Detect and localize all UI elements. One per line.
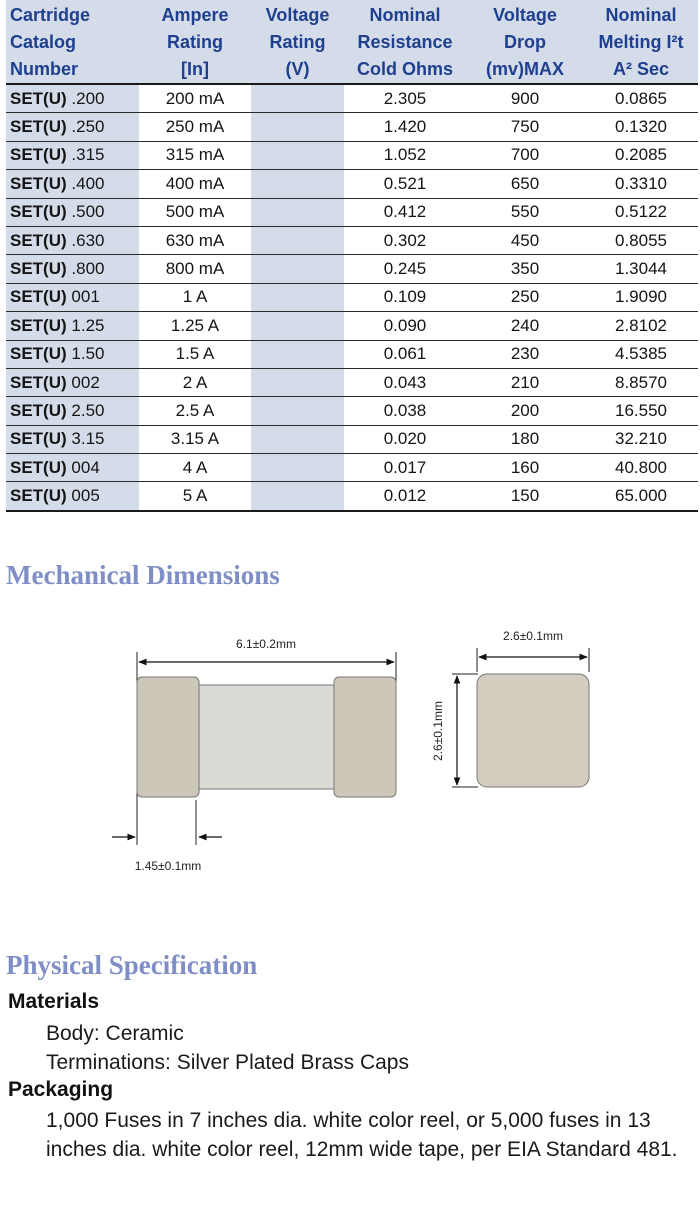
catalog-number-cell: [6, 255, 139, 283]
catalog-code: 004: [71, 457, 100, 477]
catalog-number-cell: [6, 84, 139, 113]
ampere-rating-cell: 3.15 A: [139, 425, 251, 453]
catalog-number-cell: [6, 340, 139, 368]
catalog-code: 001: [71, 287, 100, 307]
catalog-code: 3.15: [71, 429, 105, 449]
catalog-code: 002: [71, 372, 100, 392]
voltage-drop-cell: 650: [466, 170, 584, 198]
voltage-drop-cell: 180: [466, 425, 584, 453]
catalog-prefix: SET(U): [10, 88, 67, 108]
melting-i2t-cell: 40.800: [584, 454, 698, 482]
width-label: 2.6±0.1mm: [503, 629, 563, 643]
table-row: [6, 340, 698, 368]
catalog-code: .250: [71, 117, 105, 137]
table-row: [6, 84, 698, 113]
voltage-drop-cell: 240: [466, 312, 584, 340]
voltage-rating-cell: [251, 312, 344, 340]
catalog-prefix: SET(U): [10, 344, 67, 364]
table-header-row: [6, 0, 698, 84]
voltage-rating-cell: [251, 340, 344, 368]
voltage-drop-cell: 200: [466, 397, 584, 425]
catalog-number-cell: [6, 425, 139, 453]
voltage-rating-cell: [251, 397, 344, 425]
melting-i2t-cell: 0.1320: [584, 113, 698, 141]
ampere-rating-cell: 400 mA: [139, 170, 251, 198]
voltage-rating-cell: [251, 113, 344, 141]
melting-i2t-cell: 0.5122: [584, 198, 698, 226]
catalog-number-cell: [6, 226, 139, 254]
voltage-drop-cell: 450: [466, 226, 584, 254]
catalog-number-cell: [6, 368, 139, 396]
materials-heading: Materials: [8, 990, 100, 1013]
resistance-cell: 0.412: [344, 198, 466, 226]
voltage-rating-cell: [251, 198, 344, 226]
ampere-rating-cell: 1.5 A: [139, 340, 251, 368]
table-row: [6, 397, 698, 425]
melting-i2t-cell: 32.210: [584, 425, 698, 453]
voltage-drop-cell: 160: [466, 454, 584, 482]
mechanical-diagrams: [0, 600, 700, 900]
header-melting-i2t: Nominal Melting I²t A² Sec: [584, 0, 698, 84]
catalog-code: .800: [71, 259, 105, 279]
voltage-rating-cell: [251, 255, 344, 283]
voltage-drop-cell: 250: [466, 283, 584, 311]
ampere-rating-cell: 630 mA: [139, 226, 251, 254]
catalog-number-cell: [6, 141, 139, 169]
ampere-rating-cell: 800 mA: [139, 255, 251, 283]
length-label: 6.1±0.2mm: [236, 637, 296, 651]
melting-i2t-cell: 0.2085: [584, 141, 698, 169]
ampere-rating-cell: 500 mA: [139, 198, 251, 226]
catalog-code: .200: [71, 88, 105, 108]
catalog-prefix: SET(U): [10, 457, 67, 477]
header-voltage-drop: Voltage Drop (mv)MAX: [466, 0, 584, 84]
fuse-side-view: [112, 637, 396, 873]
voltage-rating-cell: [251, 84, 344, 113]
resistance-cell: 2.305: [344, 84, 466, 113]
resistance-cell: 0.245: [344, 255, 466, 283]
voltage-drop-cell: 210: [466, 368, 584, 396]
ampere-rating-cell: 200 mA: [139, 84, 251, 113]
cap-length-label: 1.45±0.1mm: [134, 859, 202, 873]
left-end-cap: [137, 677, 199, 797]
catalog-number-cell: [6, 397, 139, 425]
catalog-code: 1.25: [71, 315, 105, 335]
voltage-drop-cell: 550: [466, 198, 584, 226]
resistance-cell: 0.020: [344, 425, 466, 453]
voltage-rating-cell: [251, 368, 344, 396]
resistance-cell: 0.061: [344, 340, 466, 368]
right-end-cap: [334, 677, 396, 797]
catalog-prefix: SET(U): [10, 202, 67, 222]
ampere-rating-cell: 5 A: [139, 482, 251, 511]
melting-i2t-cell: 1.3044: [584, 255, 698, 283]
melting-i2t-cell: 2.8102: [584, 312, 698, 340]
ampere-rating-cell: 1 A: [139, 283, 251, 311]
table-body: [6, 84, 698, 511]
header-catalog-number: Cartridge Catalog Number: [6, 0, 139, 84]
table-row: [6, 141, 698, 169]
voltage-rating-cell: [251, 454, 344, 482]
resistance-cell: 0.017: [344, 454, 466, 482]
voltage-rating-cell: [251, 226, 344, 254]
catalog-number-cell: [6, 482, 139, 511]
mechanical-dimensions-title: Mechanical Dimensions: [6, 560, 280, 590]
resistance-cell: 0.090: [344, 312, 466, 340]
table-row: [6, 283, 698, 311]
table-row: [6, 454, 698, 482]
ampere-rating-cell: 250 mA: [139, 113, 251, 141]
table-row: [6, 482, 698, 511]
table-row: [6, 255, 698, 283]
table-row: [6, 312, 698, 340]
catalog-number-cell: [6, 454, 139, 482]
resistance-cell: 0.043: [344, 368, 466, 396]
melting-i2t-cell: 0.3310: [584, 170, 698, 198]
height-label: 2.6±0.1mm: [431, 701, 445, 761]
catalog-prefix: SET(U): [10, 230, 67, 250]
ceramic-body: [199, 685, 334, 789]
catalog-number-cell: [6, 170, 139, 198]
table-row: [6, 170, 698, 198]
catalog-code: .630: [71, 230, 105, 250]
catalog-code: .315: [71, 145, 105, 165]
voltage-rating-cell: [251, 141, 344, 169]
melting-i2t-cell: 0.0865: [584, 84, 698, 113]
catalog-prefix: SET(U): [10, 372, 67, 392]
catalog-prefix: SET(U): [10, 429, 67, 449]
catalog-number-cell: [6, 312, 139, 340]
table-row: [6, 226, 698, 254]
header-ampere-rating: Ampere Rating [In]: [139, 0, 251, 84]
fuse-end-view: [431, 629, 589, 787]
catalog-number-cell: [6, 283, 139, 311]
catalog-code: .400: [71, 173, 105, 193]
catalog-prefix: SET(U): [10, 315, 67, 335]
catalog-code: 005: [71, 486, 100, 506]
catalog-prefix: SET(U): [10, 287, 67, 307]
catalog-prefix: SET(U): [10, 117, 67, 137]
voltage-drop-cell: 150: [466, 482, 584, 511]
resistance-cell: 0.521: [344, 170, 466, 198]
physical-specification-title: Physical Specification: [6, 950, 258, 980]
catalog-code: 1.50: [71, 344, 105, 364]
table-row: [6, 198, 698, 226]
ampere-rating-cell: 2.5 A: [139, 397, 251, 425]
melting-i2t-cell: 4.5385: [584, 340, 698, 368]
melting-i2t-cell: 65.000: [584, 482, 698, 511]
melting-i2t-cell: 16.550: [584, 397, 698, 425]
catalog-prefix: SET(U): [10, 173, 67, 193]
table-row: [6, 425, 698, 453]
resistance-cell: 1.420: [344, 113, 466, 141]
resistance-cell: 0.038: [344, 397, 466, 425]
voltage-rating-cell: [251, 425, 344, 453]
voltage-rating-cell: [251, 170, 344, 198]
voltage-drop-cell: 230: [466, 340, 584, 368]
catalog-prefix: SET(U): [10, 259, 67, 279]
catalog-code: .500: [71, 202, 105, 222]
voltage-drop-cell: 750: [466, 113, 584, 141]
voltage-drop-cell: 900: [466, 84, 584, 113]
catalog-prefix: SET(U): [10, 486, 67, 506]
packaging-heading: Packaging: [8, 1078, 114, 1101]
melting-i2t-cell: 1.9090: [584, 283, 698, 311]
end-cap-square: [477, 674, 589, 787]
catalog-prefix: SET(U): [10, 400, 67, 420]
catalog-number-cell: [6, 198, 139, 226]
voltage-rating-cell: [251, 482, 344, 511]
catalog-code: 2.50: [71, 400, 105, 420]
body-material: Body: Ceramic: [46, 1022, 184, 1045]
resistance-cell: 0.302: [344, 226, 466, 254]
resistance-cell: 0.012: [344, 482, 466, 511]
table-row: [6, 113, 698, 141]
ampere-rating-cell: 2 A: [139, 368, 251, 396]
ampere-rating-cell: 4 A: [139, 454, 251, 482]
resistance-cell: 1.052: [344, 141, 466, 169]
ampere-rating-cell: 315 mA: [139, 141, 251, 169]
terminations-material: Terminations: Silver Plated Brass Caps: [46, 1051, 409, 1074]
header-nominal-resistance: Nominal Resistance Cold Ohms: [344, 0, 466, 84]
ampere-rating-cell: 1.25 A: [139, 312, 251, 340]
header-voltage-rating: Voltage Rating (V): [251, 0, 344, 84]
table-row: [6, 368, 698, 396]
voltage-drop-cell: 350: [466, 255, 584, 283]
voltage-drop-cell: 700: [466, 141, 584, 169]
fuse-spec-table: [6, 0, 698, 512]
melting-i2t-cell: 0.8055: [584, 226, 698, 254]
melting-i2t-cell: 8.8570: [584, 368, 698, 396]
resistance-cell: 0.109: [344, 283, 466, 311]
catalog-prefix: SET(U): [10, 145, 67, 165]
packaging-description: 1,000 Fuses in 7 inches dia. white color reel, or 5,000 fuses in 13 inches dia. white color reel, 12mm wide tape, per EIA Standard 481.: [46, 1109, 678, 1161]
voltage-rating-cell: [251, 283, 344, 311]
catalog-number-cell: [6, 113, 139, 141]
